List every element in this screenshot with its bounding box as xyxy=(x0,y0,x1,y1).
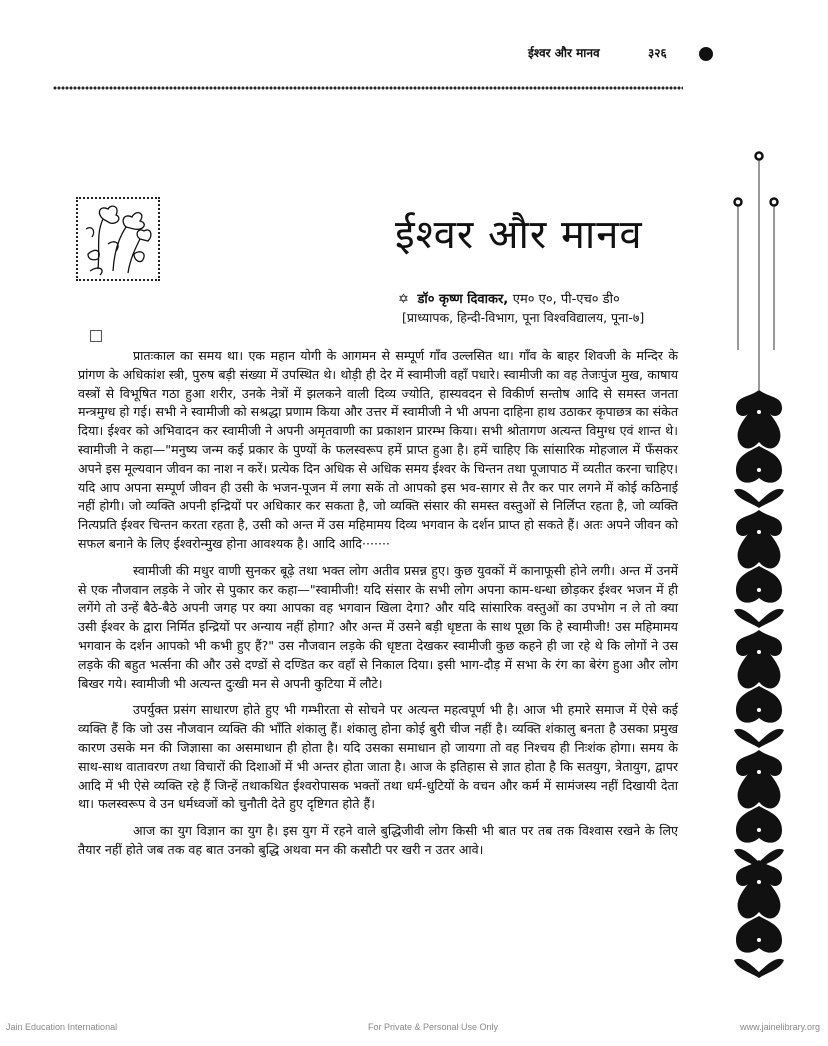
running-title: ईश्वर और मानव xyxy=(528,46,600,60)
article-body xyxy=(78,347,678,868)
paragraph: आज का युग विज्ञान का युग है। इस युग में रहने वाले बुद्धिजीवी लोग किसी भी बात पर तब तक विश्वास रखने के लिए तैयार नहीं होते जब तक वह बात उनको बुद्धि अथवा मन की कसौटी पर खरी न उतर आवे। xyxy=(78,823,678,857)
footer-publisher: Jain Education International xyxy=(6,1022,118,1032)
checkbox[interactable] xyxy=(90,330,102,342)
paragraph: उपर्युक्त प्रसंग साधारण होते हुए भी गम्भीरता से सोचने पर अत्यन्त महत्वपूर्ण भी है। आज भी हमारे समाज में ऐसे कई व्यक्ति हैं कि जो उस नौजवान व्यक्ति की भाँति शंकालु हैं। शंकालु होना कोई बुरी चीज नहीं है। व्यक्ति शंकालु बनता है उसका प्रमुख कारण उसके मन की जिज्ञासा का असमाधान ही होता है। यदि उसका समाधान हो जायगा तो वह निश्चय ही निःशंक होगा। समय के साथ-साथ वातावरण तथा विचारों की दिशाओं में भी अन्तर होता जाता है। आज के इतिहास से ज्ञात होता है कि सतयुग, त्रेतायुग, द्वापर आदि में भी ऐसे व्यक्ति रहे हैं जिन्हें तथाकथित ईश्वरोपासक भक्तों तथा धर्म-धुटियों के वचन और कर्म में सामंजस्य नहीं दिखायी देता था। फलस्वरूप वे उन धर्मध्वजों को चुनौती देते हुए दृष्टिगत होते हैं। xyxy=(78,702,678,812)
author-name: डॉ० कृष्ण दिवाकर, xyxy=(417,292,509,307)
bullet-dot-icon xyxy=(699,47,713,61)
author-degrees: एम० ए०, पी-एच० डी० xyxy=(512,292,620,307)
article-title: ईश्वर और मानव xyxy=(395,212,643,258)
star-icon: ✡ xyxy=(398,292,409,307)
paragraph: स्वामीजी की मधुर वाणी सुनकर बूढ़े तथा भक्त लोग अतीव प्रसन्न हुए। कुछ युवकों में कानाफूसी होने लगी। अन्त में उनमें से एक नौजवान लड़के ने जोर से पुकार कर कहा—"स्वामीजी! यदि संसार के सभी लोग अपना काम-धन्धा छोड़कर ईश्वर भजन में ही लगेंगे तो उन्हें बैठे-बैठे अपनी जगह पर क्या आपका वह भगवान खिला देगा? और यदि सांसारिक वस्तुओं का उपभोग न ले तो क्या उसी ईश्वर के द्वारा निर्मित इन्द्रियों पर अन्याय नहीं होगा? और अन्त में उसने बड़ी धृष्टता के साथ पूछा कि हे स्वामीजी! उस महिमामय भगवान के दर्शन आपको भी कभी हुए हैं?" उस नौजवान लड़के की धृष्टता देखकर स्वामीजी कुछ कहने ही जा रहे थे कि लोगों ने उस लड़के की बहुत भर्त्सना की और उसे दण्डों से दण्डित कर वहाँ से निकाल दिया। इसी भाग-दौड़ में सभा के रंग का बेरंग हुआ और लोग बिखर गये। स्वामीजी भी अत्यन्त दुःखी मन से अपनी कुटिया में लौटे। xyxy=(78,562,679,691)
footer-website-link[interactable]: www.jainelibrary.org xyxy=(740,1022,820,1032)
footer-usage-note: For Private & Personal Use Only xyxy=(368,1022,499,1032)
decorative-border-icon xyxy=(730,150,800,980)
page-number: ३२६ xyxy=(648,46,667,60)
lotus-illustration-icon xyxy=(76,197,160,281)
lotus-drawing xyxy=(78,199,158,279)
dotted-divider xyxy=(53,86,683,90)
author-line xyxy=(398,289,620,307)
author-affiliation: [प्राध्यापक, हिन्दी-विभाग, पूना विश्वविद्यालय, पूना-७] xyxy=(402,310,645,325)
paragraph: प्रातःकाल का समय था। एक महान योगी के आगमन से सम्पूर्ण गाँव उल्लसित था। गाँव के बाहर शिवजी के मन्दिर के प्रांगण के अधिकांश स्त्री, पुरुष बड़ी संख्या में उपस्थित थे। थोड़ी ही देर में स्वामीजी वहाँ पधारे। स्वामीजी का वह तेजःपुंज मुख, काषाय वस्त्रों से विभूषित गठा हुआ शरीर, उनके नेत्रों में झलकने वाली दिव्य ज्योति, हास्यवदन से विकीर्ण सन्तोष आदि से समस्त जनता मन्त्रमुग्ध हो गई। सभी ने स्वामीजी को सश्रद्धा प्रणाम किया और उत्तर में स्वामीजी ने भी अपना दाहिना हाथ उठाकर कृपाछत्र का संकेत दिया। ईश्वर को अभिवादन कर स्वामीजी ने अपनी अमृतवाणी का प्रकाशन प्रारम्भ किया। सभी श्रोतागण अत्यन्त विमुग्ध एवं शान्त थे। स्वामीजी ने कहा—"मनुष्य जन्म कई प्रकार के पुण्यों के फलस्वरूप हमें प्राप्त हुआ है। हमें चाहिए कि सांसारिक मोहजाल में फँसकर अपने इस मूल्यवान जीवन का नाश न करें। प्रत्येक दिन अधिक से अधिक समय ईश्वर के चिन्तन तथा पूजापाठ में व्यतीत करना चाहिए। यदि आप अपना सम्पूर्ण जीवन ही उसी के भजन-पूजन में लगा सकें तो आपको इस भव-सागर से तैर कर पार लगने में कोई कठिनाई नहीं होगी। जो व्यक्ति अपनी इन्द्रियों पर अधिकार कर सकता है, जो व्यक्ति संसार की समस्त वस्तुओं से निर्लिप्त रहता है, जो व्यक्ति नित्यप्रति ईश्वर चिन्तन करता रहता है, उसी को अन्त में उस महिमामय दिव्य भगवान के दर्शन प्राप्त हो सकते हैं। अतः अपने जीवन को सफल बनाने के लिए ईश्वरोन्मुख होना आवश्यक है। आदि आदि······· xyxy=(78,348,678,551)
